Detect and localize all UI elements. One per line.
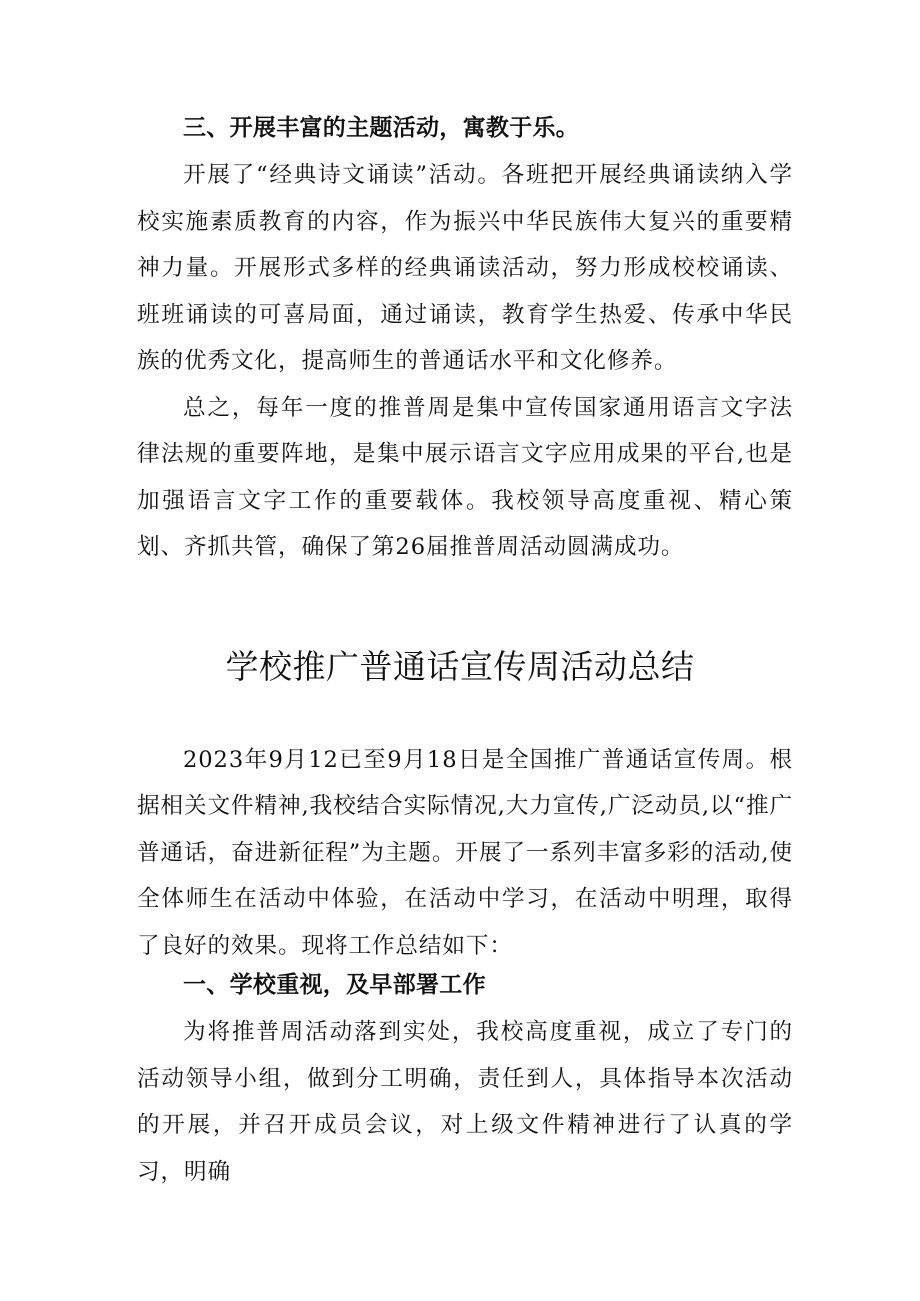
section-1-paragraph: 为将推普周活动落到实处，我校高度重视，成立了专门的活动领导小组，做到分工明确，责任到人，具体指导本次活动的开展，并召开成员会议，对上级文件精神进行了认真的学习，明确 bbox=[137, 1019, 793, 1185]
conclusion-paragraph: 总之，每年一度的推普周是集中宣传国家通用语言文字法律法规的重要阵地，是集中展示语言文字应用成果的平台,也是加强语言文字工作的重要载体。我校领导高度重视、精心策划、齐抓共管，确保了第26届推普周活动圆满成功。 bbox=[137, 394, 793, 560]
document-title: 学校推广普通话宣传周活动总结 bbox=[225, 646, 695, 686]
document-page bbox=[137, 112, 793, 1195]
intro-paragraph: 2023年9月12已至9月18日是全国推广普通话宣传周。根据相关文件精神,我校结合实际情况,大力宣传,广泛动员,以“推广普通话，奋进新征程”为主题。开展了一系列丰富多彩的活动,使全体师生在活动中体验，在活动中学习，在活动中明理，取得了良好的效果。现将工作总结如下： bbox=[137, 746, 793, 959]
section-3-paragraph: 开展了“经典诗文诵读”活动。各班把开展经典诵读纳入学校实施素质教育的内容，作为振兴中华民族伟大复兴的重要精神力量。开展形式多样的经典诵读活动，努力形成校校诵读、班班诵读的可喜局面，通过诵读，教育学生热爱、传承中华民族的优秀文化，提高师生的普通话水平和文化修养。 bbox=[137, 162, 793, 374]
section-heading-1: 一、学校重视，及早部署工作 bbox=[183, 972, 486, 998]
section-heading-3: 三、开展丰富的主题活动，寓教于乐。 bbox=[183, 115, 580, 141]
